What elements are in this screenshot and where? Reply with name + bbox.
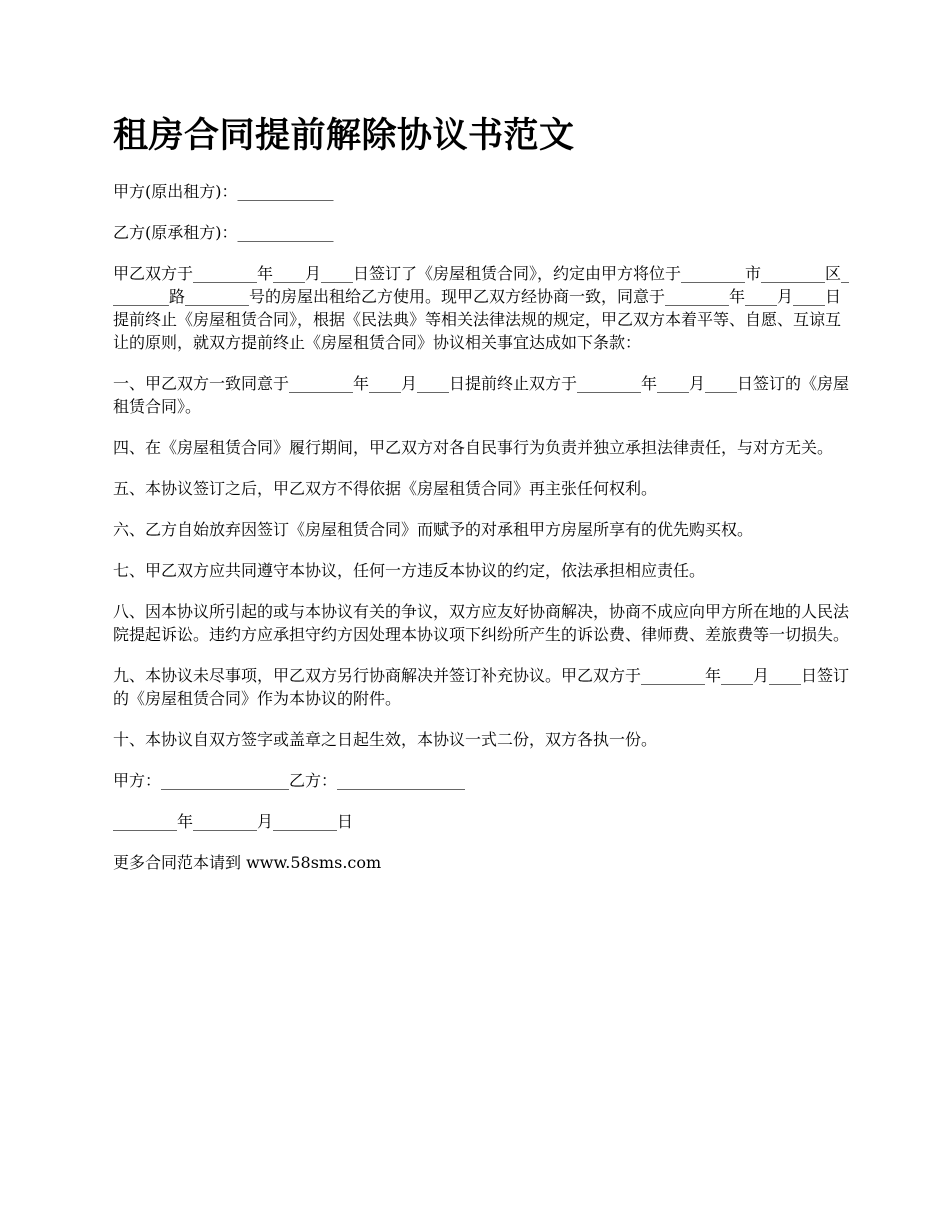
document-title: 租房合同提前解除协议书范文: [113, 116, 575, 156]
preamble-paragraph: 甲乙双方于________年____月____日签订了《房屋租赁合同》，约定由甲方将位于________市________区________路________号的房屋出租给乙方使用。现甲乙双方经协商一致，同意于________年____月____日提前终止《房屋租赁合同》，根据《民法典》等相关法律法规的规定，甲乙双方本着平等、自愿、互谅互让的原则，就双方提前终止《房屋租赁合同》协议相关事宜达成如下条款：: [113, 264, 850, 352]
date-line: ________年________月________日: [113, 812, 354, 831]
clause-9: 九、本协议未尽事项，甲乙双方另行协商解决并签订补充协议。甲乙双方于________年____月____日签订的《房屋租赁合同》作为本协议的附件。: [113, 666, 850, 708]
clause-4: 四、在《房屋租赁合同》履行期间，甲乙双方对各自民事行为负责并独立承担法律责任，与对方无关。: [113, 438, 834, 457]
party-b-line: 乙方(原承租方)：____________: [113, 223, 334, 242]
clause-10: 十、本协议自双方签字或盖章之日起生效，本协议一式二份，双方各执一份。: [113, 730, 658, 749]
clause-8: 八、因本协议所引起的或与本协议有关的争议，双方应友好协商解决，协商不成应向甲方所在地的人民法院提起诉讼。违约方应承担守约方因处理本协议项下纠纷所产生的诉讼费、律师费、差旅费等一切损失。: [113, 602, 850, 644]
clause-1: 一、甲乙双方一致同意于________年____月____日提前终止双方于________年____月____日签订的《房屋租赁合同》。: [113, 374, 850, 416]
clause-6: 六、乙方自始放弃因签订《房屋租赁合同》而赋予的对承租甲方房屋所享有的优先购买权。: [113, 520, 754, 539]
footer-note: 更多合同范本请到 www.58sms.com: [113, 853, 382, 872]
party-a-line: 甲方(原出租方)：____________: [113, 182, 334, 201]
signature-line: 甲方：________________乙方：________________: [113, 771, 466, 790]
document-page: [113, 112, 853, 874]
clause-7: 七、甲乙双方应共同遵守本协议，任何一方违反本协议的约定，依法承担相应责任。: [113, 561, 706, 580]
clause-5: 五、本协议签订之后，甲乙双方不得依据《房屋租赁合同》再主张任何权利。: [113, 479, 658, 498]
